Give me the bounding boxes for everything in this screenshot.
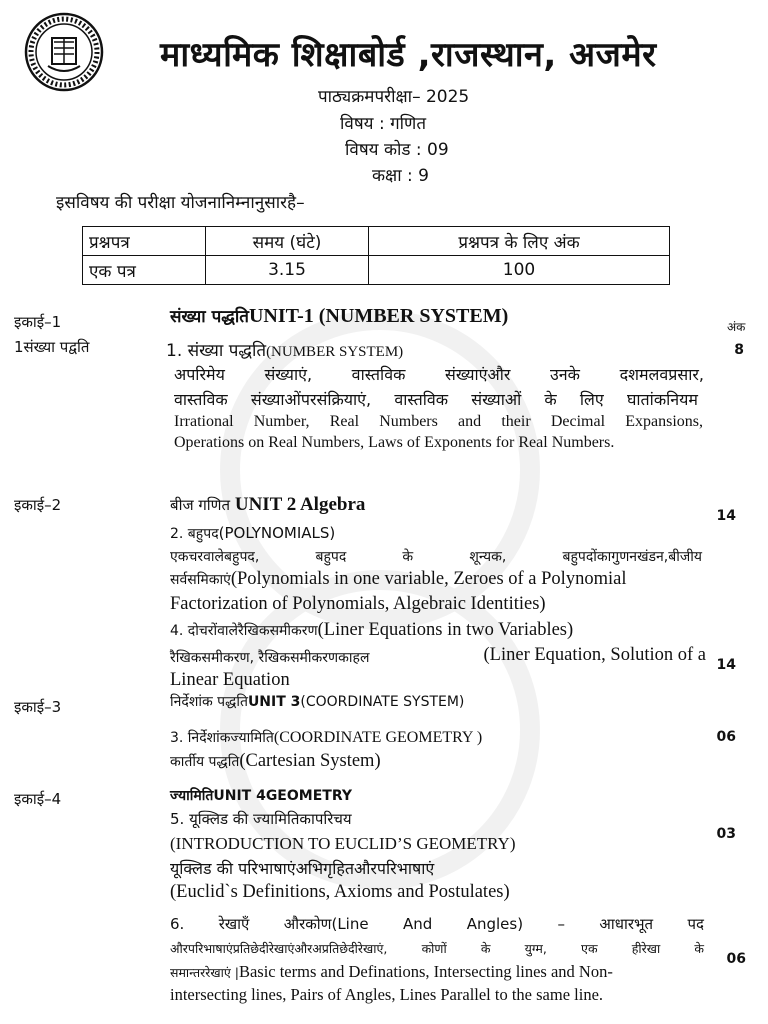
unit-3-marks: 06 <box>716 729 736 745</box>
chapter-4-line-2: Linear Equation <box>170 670 290 690</box>
chapter-2-heading: 2. बहुपद(POLYNOMIALS) <box>170 524 336 542</box>
unit-4-marks-b: 06 <box>726 951 746 967</box>
chapter-6-line-2: औरपरिभाषाएंप्रतिछेदीरेखाएंऔरअप्रतिछेदीरेखाएं, कोणों के युग्म, एक हीरेखा के <box>170 941 704 956</box>
chapter-1-line-1: अपरिमेय संख्याएं, वास्तविक संख्याएंऔर उनके दशमलवप्रसार, <box>174 365 704 384</box>
unit-2-title: बीज गणित UNIT 2 Algebra <box>170 494 366 515</box>
chapter-3-line-1: कार्तीय पद्धति(Cartesian System) <box>170 751 381 771</box>
chapter-4-heading: 4. दोचरोंवालेरैखिकसमीकरण(Liner Equations in two Variables) <box>170 620 574 640</box>
marks-header: अंक <box>727 320 746 334</box>
chapter-5-english-title: (INTRODUCTION TO EUCLID’S GEOMETRY) <box>170 834 516 853</box>
unit-3-title: निर्देशांक पद्धतिUNIT 3(COORDINATE SYSTEM) <box>170 694 465 710</box>
chapter-1-heading: 1. संख्या पद्धति(NUMBER SYSTEM) <box>166 341 404 361</box>
subject-code-line: विषय कोड : 09 <box>345 140 449 160</box>
chapter-1-line-4: Operations on Real Numbers, Laws of Exponents for Real Numbers. <box>174 434 615 451</box>
unit-1-sublabel: 1संख्या पद्वति <box>14 338 90 356</box>
exam-intro: इसविषय की परीक्षा योजनानिम्नानुसारहै– <box>56 193 305 213</box>
chapter-6-line-1: 6. रेखाएँ औरकोण(Line And Angles) – आधारभूत पद <box>170 915 704 933</box>
board-title: माध्यमिक शिक्षाबोर्ड ,राजस्थान, अजमेर <box>160 35 657 75</box>
chapter-6-line-4: intersecting lines, Pairs of Angles, Lines Parallel to the same line. <box>170 985 604 1004</box>
subject-line: विषय : गणित <box>340 114 427 134</box>
table-header-marks: प्रश्नपत्र के लिए अंक <box>369 227 670 256</box>
unit-4-title: ज्यामितिUNIT 4GEOMETRY <box>170 788 352 804</box>
unit-2-label: इकाई–2 <box>14 496 62 514</box>
unit-2-marks-b: 14 <box>716 657 736 673</box>
table-header-time: समय (घंटे) <box>206 227 369 256</box>
chapter-2-line-3: Factorization of Polynomials, Algebraic Identities) <box>170 594 546 614</box>
table-header-row <box>83 227 670 256</box>
chapter-1-line-2: वास्तविक संख्याओंपरसंक्रियाएं, वास्तविक संख्याओं के लिए घातांकनियम <box>174 390 698 409</box>
chapter-6-line-3: समान्तररेखाएं |Basic terms and Definations, Intersecting lines and Non- <box>170 962 613 981</box>
unit-1-marks: 8 <box>734 342 744 358</box>
chapter-5-heading: 5. यूक्लिड की ज्यामितिकापरिचय <box>170 810 352 828</box>
unit-4-label: इकाई–4 <box>14 790 62 808</box>
table-cell-paper: एक पत्र <box>83 256 206 285</box>
chapter-2-line-2: सर्वसमिकाएं(Polynomials in one variable, Zeroes of a Polynomial <box>170 569 627 589</box>
exam-line-text: पाठ्यक्रमपरीक्षा– 2025 <box>318 87 470 107</box>
class-line: कक्षा : 9 <box>372 166 429 186</box>
chapter-1-line-3: Irrational Number, Real Numbers and their Decimal Expansions, <box>174 413 703 430</box>
table-cell-time: 3.15 <box>206 256 369 285</box>
exam-line <box>318 84 469 107</box>
unit-3-label: इकाई–3 <box>14 698 62 716</box>
table-row <box>83 256 670 285</box>
table-cell-marks: 100 <box>369 256 670 285</box>
unit-1-title: संख्या पद्धतिUNIT-1 (NUMBER SYSTEM) <box>170 305 509 327</box>
chapter-5-line-2: (Euclid`s Definitions, Axioms and Postulates) <box>170 882 510 902</box>
table-header-paper: प्रश्नपत्र <box>83 227 206 256</box>
chapter-2-line-1: एकचरवालेबहुपद, बहुपद के शून्यक, बहुपदोंकागुणनखंडन,बीजीय <box>170 549 702 565</box>
chapter-5-line-1: यूक्लिड की परिभाषाएंअभिगृहितऔरपरिभाषाएं <box>170 859 435 878</box>
chapter-4-line-1: रैखिकसमीकरण, रैखिकसमीकरणकाहल (Liner Equation, Solution of a <box>170 645 706 666</box>
unit-4-marks-a: 03 <box>716 826 736 842</box>
unit-1-label: इकाई–1 <box>14 313 62 331</box>
chapter-3-heading: 3. निर्देशांकज्यामिति(COORDINATE GEOMETRY ) <box>170 729 483 746</box>
unit-2-marks-a: 14 <box>716 508 736 524</box>
board-seal-logo <box>24 12 104 92</box>
exam-scheme-table <box>82 226 670 285</box>
